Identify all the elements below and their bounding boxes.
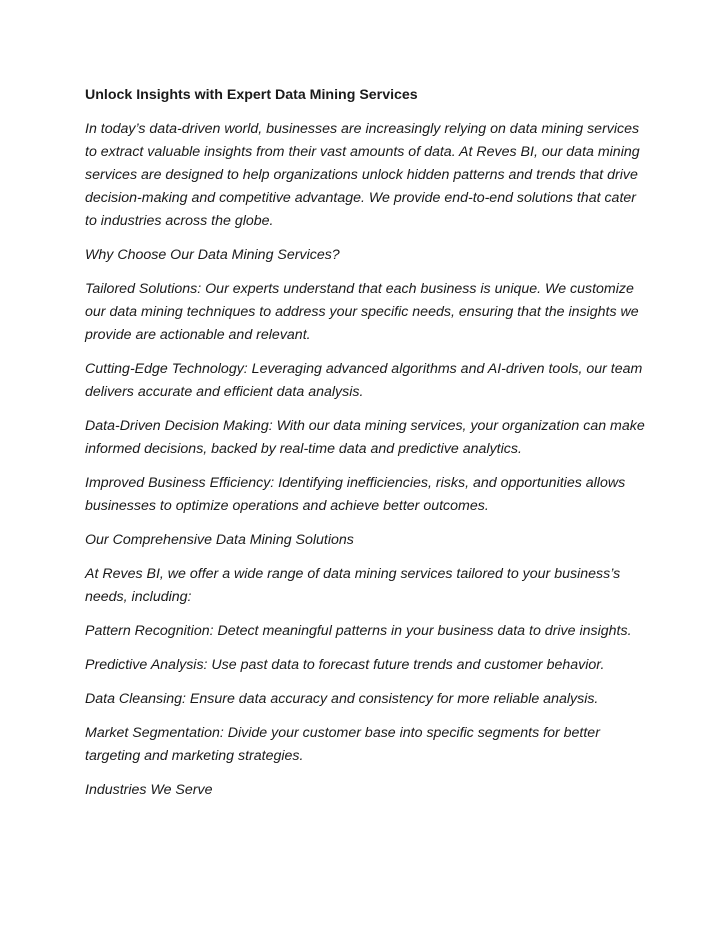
why-item-tailored-solutions: Tailored Solutions: Our experts understand that each business is unique. We customize our data mining techniques to address your specific needs, ensuring that the insights we provide are actionable and relevant. — [85, 281, 639, 343]
document-body — [85, 84, 645, 813]
intro-paragraph: In today’s data-driven world, businesses are increasingly relying on data mining services to extract valuable insights from their vast amounts of data. At Reves BI, our data mining services are designed to help organizations unlock hidden patterns and trends that drive decision-making and competitive advantage. We provide end-to-end solutions that cater to industries across the globe. — [85, 121, 640, 229]
industries-heading: Industries We Serve — [85, 782, 213, 798]
solutions-intro: At Reves BI, we offer a wide range of data mining services tailored to your business’s needs, including: — [85, 566, 621, 605]
solution-item-data-cleansing: Data Cleansing: Ensure data accuracy and consistency for more reliable analysis. — [85, 691, 599, 707]
solution-item-market-segmentation: Market Segmentation: Divide your customer base into specific segments for better targeting and marketing strategies. — [85, 725, 600, 764]
document-title: Unlock Insights with Expert Data Mining Services — [85, 87, 418, 103]
why-item-business-efficiency: Improved Business Efficiency: Identifying inefficiencies, risks, and opportunities allows businesses to optimize operations and achieve better outcomes. — [85, 475, 626, 514]
solution-item-predictive-analysis: Predictive Analysis: Use past data to forecast future trends and customer behavior. — [85, 657, 605, 673]
solutions-heading: Our Comprehensive Data Mining Solutions — [85, 532, 354, 548]
why-choose-heading: Why Choose Our Data Mining Services? — [85, 247, 340, 263]
why-item-cutting-edge-technology: Cutting-Edge Technology: Leveraging advanced algorithms and AI-driven tools, our team delivers accurate and efficient data analysis. — [85, 361, 643, 400]
why-item-data-driven-decisions: Data-Driven Decision Making: With our data mining services, your organization can make informed decisions, backed by real-time data and predictive analytics. — [85, 418, 645, 457]
solution-item-pattern-recognition: Pattern Recognition: Detect meaningful patterns in your business data to drive insights. — [85, 623, 632, 639]
